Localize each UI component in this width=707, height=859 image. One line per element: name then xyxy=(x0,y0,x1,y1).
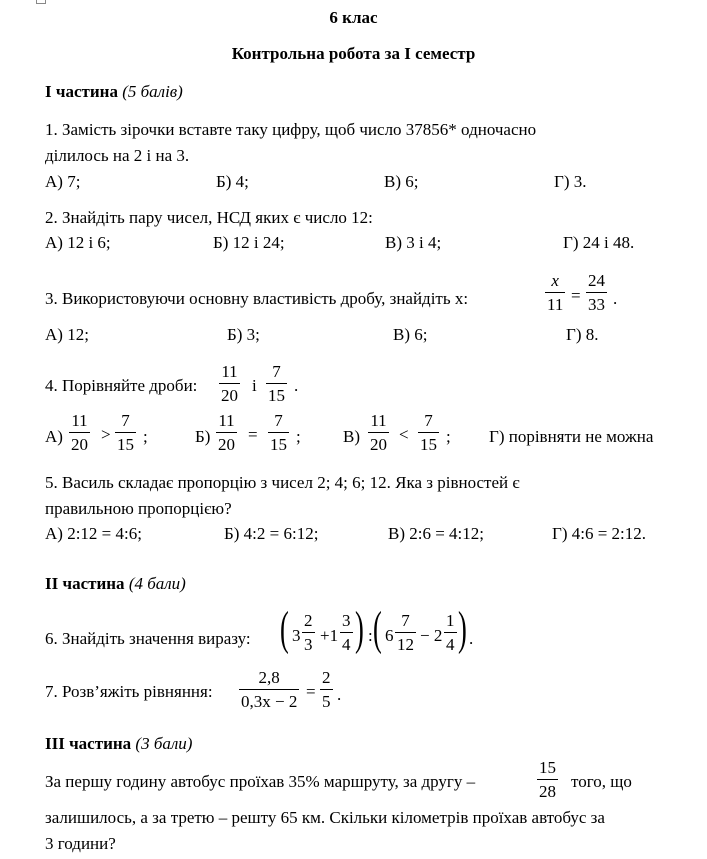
q2-option-c: В) 3 і 4; xyxy=(385,233,442,252)
q3-equals: = xyxy=(571,286,581,305)
q4a-f2-denominator: 15 xyxy=(117,435,134,454)
q6-right-paren-1: ) xyxy=(355,602,364,655)
q7-fraction-main xyxy=(239,669,299,710)
q4b-f1-denominator: 20 xyxy=(218,435,235,454)
q1-text-line2: ділилось на 2 і на 3. xyxy=(45,146,190,165)
q4-option-a-end: ; xyxy=(143,427,148,446)
task-f-numerator: 15 xyxy=(537,759,558,780)
q6-fraction-3-4 xyxy=(340,612,353,653)
q6-period: . xyxy=(469,629,474,648)
q4-option-c-label: В) xyxy=(343,427,360,446)
q4-option-c-sign: < xyxy=(399,425,409,444)
q7-text: 7. Розв’яжіть рівняння: xyxy=(45,682,213,701)
q4-f1-denominator: 20 xyxy=(221,386,238,405)
q1-option-d: Г) 3. xyxy=(554,172,587,191)
part1-points: (5 балів) xyxy=(122,82,183,101)
q1-text-line1: 1. Замість зірочки вставте таку цифру, щоб число 37856* одночасно xyxy=(45,120,537,139)
q4-option-b-label: Б) xyxy=(195,427,211,446)
q4-option-b-end: ; xyxy=(296,427,301,446)
q4-option-a-label: А) xyxy=(45,427,63,446)
task-line2: залишилось, а за третю – решту 65 км. Скільки кілометрів проїхав автобус за xyxy=(45,808,605,827)
q5-option-c: В) 2:6 = 4:12; xyxy=(388,524,485,543)
page-title: Контрольна робота за І семестр xyxy=(231,44,476,63)
q4a-f2-numerator: 7 xyxy=(115,412,136,433)
q6-f4-denominator: 4 xyxy=(446,635,455,654)
q4-f1-numerator: 11 xyxy=(219,363,240,384)
q7-f1-numerator: 2,8 xyxy=(239,669,299,690)
task-line1-start: За першу годину автобус проїхав 35% маршруту, за другу – xyxy=(45,772,476,791)
q4c-f2-numerator: 7 xyxy=(418,412,439,433)
q4-f2-numerator: 7 xyxy=(266,363,287,384)
part2-heading xyxy=(45,575,186,592)
q4-option-c-end: ; xyxy=(446,427,451,446)
q5-text-line1: 5. Василь складає пропорцію з чисел 2; 4; 6; 12. Яка з рівностей є xyxy=(45,473,520,492)
q6-left-paren-2: ( xyxy=(373,602,382,655)
q4a-fraction-7-15 xyxy=(115,412,136,453)
task-fraction-15-28 xyxy=(537,759,558,800)
q4c-f1-denominator: 20 xyxy=(370,435,387,454)
q6-f2-numerator: 3 xyxy=(340,612,353,633)
q6-fraction-2-3 xyxy=(302,612,315,653)
q7-fraction-2-5 xyxy=(320,669,333,710)
q7-f2-denominator: 5 xyxy=(322,692,331,711)
q3-f2-numerator: 24 xyxy=(586,272,607,293)
q4-option-d: Г) порівняти не можна xyxy=(489,427,654,446)
q5-option-d: Г) 4:6 = 2:12. xyxy=(552,524,647,543)
q6-colon: : xyxy=(368,626,373,645)
q4c-fraction-7-15 xyxy=(418,412,439,453)
part2-title: ІІ частина xyxy=(45,574,125,593)
q2-text: 2. Знайдіть пару чисел, НСД яких є число 12: xyxy=(45,208,373,227)
part3-points: (3 бали) xyxy=(135,734,193,753)
q6-fraction-1-4 xyxy=(444,612,457,653)
q4-fraction-11-20 xyxy=(219,363,240,404)
q4c-f1-numerator: 11 xyxy=(368,412,389,433)
q6-f3-numerator: 7 xyxy=(395,612,416,633)
q2-option-a: А) 12 і 6; xyxy=(45,233,111,252)
part1-heading xyxy=(45,83,183,100)
page-corner-mark xyxy=(36,0,46,4)
q6-text: 6. Знайдіть значення виразу: xyxy=(45,629,251,648)
q4b-fraction-7-15 xyxy=(268,412,289,453)
q6-minus: − 2 xyxy=(420,626,443,645)
q4a-f1-numerator: 11 xyxy=(69,412,90,433)
q6-right-paren-2: ) xyxy=(458,602,467,655)
q3-fraction-x-11 xyxy=(545,272,565,313)
q3-option-b: Б) 3; xyxy=(227,325,260,344)
q3-f1-numerator: x xyxy=(545,272,565,293)
q5-option-a: А) 2:12 = 4:6; xyxy=(45,524,142,543)
q4-and: і xyxy=(252,376,257,395)
q3-f2-denominator: 33 xyxy=(588,295,605,314)
part3-heading xyxy=(45,735,192,752)
q6-f1-denominator: 3 xyxy=(304,635,313,654)
q4-fraction-7-15 xyxy=(266,363,287,404)
q4-f2-denominator: 15 xyxy=(268,386,285,405)
q3-option-a: А) 12; xyxy=(45,325,89,344)
q7-equals: = xyxy=(306,682,316,701)
q1-option-b: Б) 4; xyxy=(216,172,249,191)
q1-option-a: А) 7; xyxy=(45,172,81,191)
q1-option-c: В) 6; xyxy=(384,172,419,191)
q4a-fraction-11-20 xyxy=(69,412,90,453)
q6-whole-1: 3 xyxy=(292,626,301,645)
q6-whole-2: 6 xyxy=(385,626,394,645)
q6-f4-numerator: 1 xyxy=(444,612,457,633)
q4-period: . xyxy=(294,376,299,395)
q6-left-paren-1: ( xyxy=(280,602,289,655)
q3-f1-denominator: 11 xyxy=(547,295,564,314)
q6-fraction-7-12 xyxy=(395,612,416,653)
q4-option-b-sign: = xyxy=(248,425,258,444)
q4b-fraction-11-20 xyxy=(216,412,237,453)
grade-heading: 6 клас xyxy=(329,8,378,27)
q5-option-b: Б) 4:2 = 6:12; xyxy=(224,524,319,543)
q3-period: . xyxy=(613,289,618,308)
task-f-denominator: 28 xyxy=(539,782,556,801)
q7-f2-numerator: 2 xyxy=(320,669,333,690)
q3-text: 3. Використовуючи основну властивість дробу, знайдіть х: xyxy=(45,289,469,308)
part3-title: ІІІ частина xyxy=(45,734,132,753)
q7-period: . xyxy=(337,685,342,704)
part2-points: (4 бали) xyxy=(128,574,186,593)
q4a-f1-denominator: 20 xyxy=(71,435,88,454)
q3-option-d: Г) 8. xyxy=(566,325,599,344)
q4c-fraction-11-20 xyxy=(368,412,389,453)
q4-option-a-sign: > xyxy=(101,425,111,444)
q3-option-c: В) 6; xyxy=(393,325,428,344)
part1-title: І частина xyxy=(45,82,118,101)
q4-text: 4. Порівняйте дроби: xyxy=(45,376,198,395)
q6-plus: +1 xyxy=(320,626,339,645)
q4b-f2-numerator: 7 xyxy=(268,412,289,433)
q4c-f2-denominator: 15 xyxy=(420,435,437,454)
q6-f1-numerator: 2 xyxy=(302,612,315,633)
q7-f1-denominator: 0,3x − 2 xyxy=(241,692,298,711)
q2-option-d: Г) 24 і 48. xyxy=(563,233,635,252)
q5-text-line2: правильною пропорцією? xyxy=(45,499,232,518)
q4b-f1-numerator: 11 xyxy=(216,412,237,433)
q4b-f2-denominator: 15 xyxy=(270,435,287,454)
task-line3: 3 години? xyxy=(45,834,116,853)
q6-f2-denominator: 4 xyxy=(342,635,351,654)
q2-option-b: Б) 12 і 24; xyxy=(213,233,285,252)
q6-f3-denominator: 12 xyxy=(397,635,414,654)
task-line1-end: того, що xyxy=(571,772,632,791)
q3-fraction-24-33 xyxy=(586,272,607,313)
